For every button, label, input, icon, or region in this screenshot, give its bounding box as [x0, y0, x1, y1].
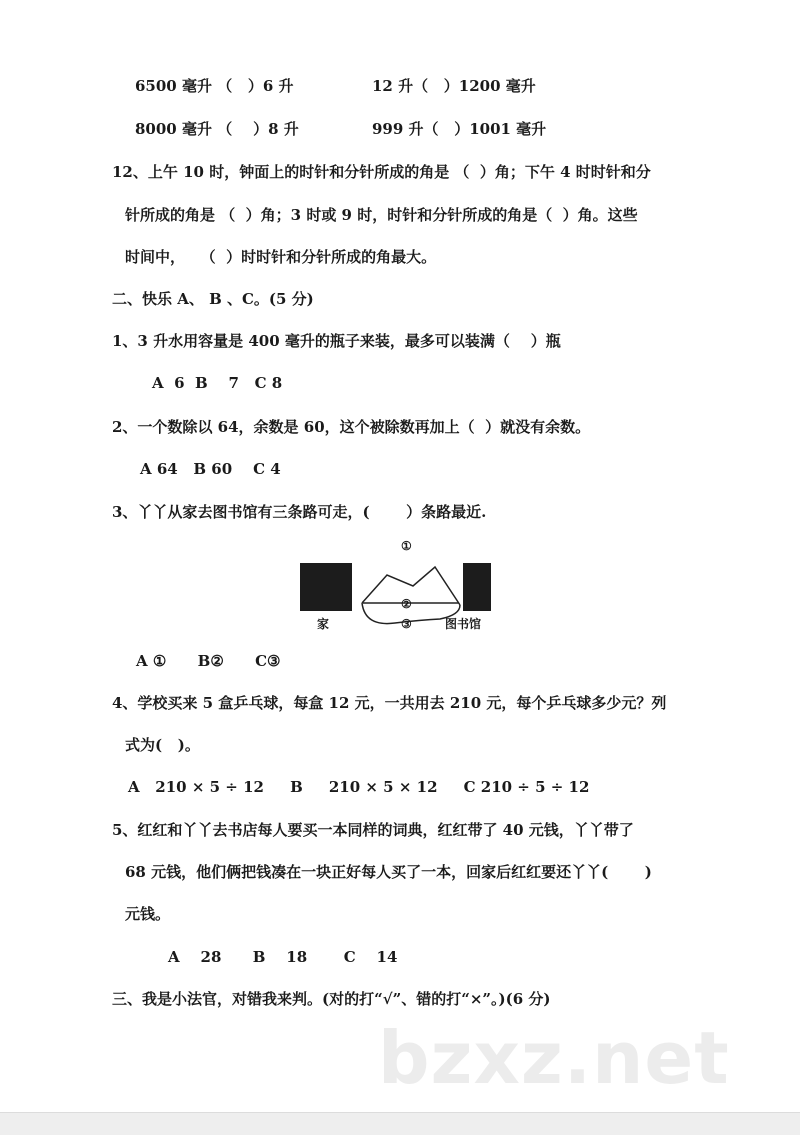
route-figure	[295, 535, 505, 635]
question-4-options: A 210 × 5 ÷ 12 B 210 × 5 × 12 C 210 ÷ 5 ÷ 12	[128, 778, 590, 796]
question-1-options: A 6 B 7 C 8	[152, 374, 283, 392]
library-image	[463, 563, 491, 611]
section-3-heading: 三、我是小法官，对错我来判。(对的打“√”、错的打“×”。)(6 分)	[112, 990, 551, 1008]
question-4: 4、学校买来 5 盒乒乓球，每盒 12 元，一共用去 210 元，每个乒乓球多少元？列	[112, 694, 667, 712]
question-1: 1、3 升水用容量是 400 毫升的瓶子来装，最多可以装满（ ）瓶	[112, 332, 561, 350]
question-5: 5、红红和丫丫去书店每人要买一本同样的词典，红红带了 40 元钱，丫丫带了	[112, 821, 634, 839]
page-bottom-bar	[0, 1112, 800, 1135]
compare-item: 6500 毫升 （ ）6 升	[135, 77, 294, 95]
question-5-cont: 元钱。	[125, 905, 171, 923]
compare-item: 8000 毫升 （ ）8 升	[135, 120, 299, 138]
watermark: bzxz.net	[378, 1016, 730, 1100]
question-5-options: A 28 B 18 C 14	[168, 948, 398, 966]
route-3-label: ③	[401, 617, 412, 631]
home-image	[300, 563, 352, 611]
section-2-heading: 二、快乐 A、 B 、C。(5 分)	[112, 290, 314, 308]
library-label: 图书馆	[445, 617, 482, 631]
question-3-options: A ① B② C③	[136, 652, 281, 670]
question-2-options: A 64 B 60 C 4	[140, 460, 281, 478]
route-1-label: ①	[401, 539, 412, 553]
question-3: 3、丫丫从家去图书馆有三条路可走，( ）条路最近.	[112, 503, 487, 521]
route-2-label: ②	[401, 597, 412, 611]
question-12: 12、上午 10 时，钟面上的时针和分针所成的角是 （ ）角；下午 4 时时针和分	[112, 163, 651, 181]
compare-item: 999 升（ ）1001 毫升	[372, 120, 547, 138]
question-4-cont: 式为( )。	[125, 736, 200, 754]
home-label: 家	[317, 617, 330, 631]
question-5-cont: 68 元钱，他们俩把钱凑在一块正好每人买了一本，回家后红红要还丫丫( )	[125, 863, 652, 881]
question-12-cont: 时间中， （ ）时时针和分针所成的角最大。	[125, 248, 437, 266]
question-2: 2、一个数除以 64，余数是 60，这个被除数再加上（ ）就没有余数。	[112, 418, 591, 436]
compare-item: 12 升（ ）1200 毫升	[372, 77, 536, 95]
question-12-cont: 针所成的角是 （ ）角；3 时或 9 时，时针和分针所成的角是（ ）角。这些	[125, 206, 638, 224]
